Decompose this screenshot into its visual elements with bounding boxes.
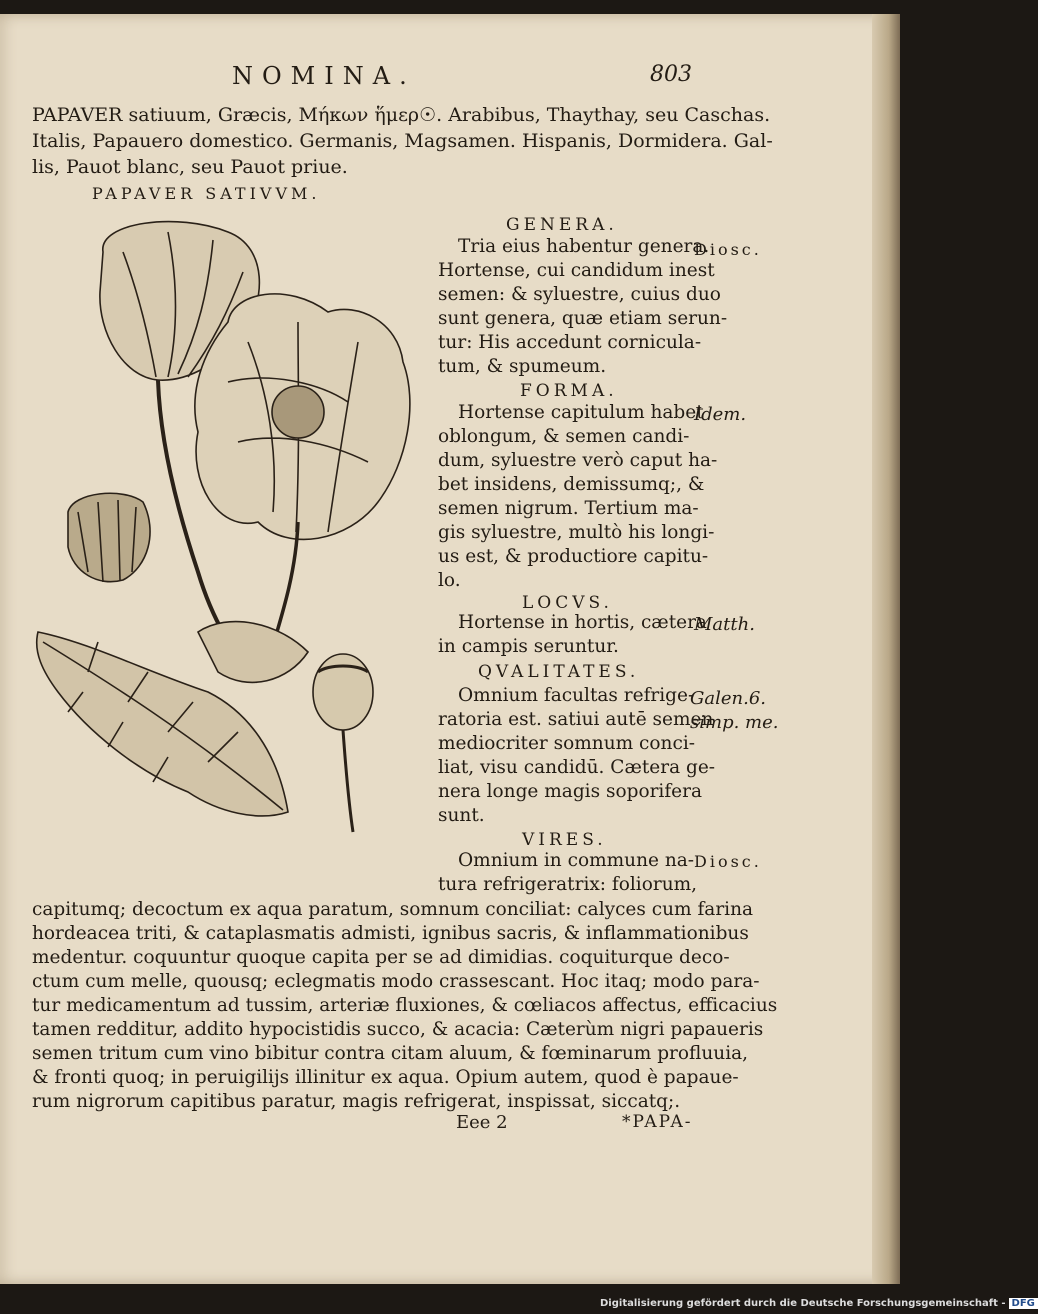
forma-line-4: bet insidens, demissumq;, & (438, 474, 705, 495)
margin-locus: Matth. (694, 614, 755, 635)
locus-line-1: Hortense in hortis, cætera (458, 612, 707, 633)
margin-forma: Idem. (694, 404, 747, 425)
genera-line-6: tum, & spumeum. (438, 356, 607, 377)
qualitates-line-3: mediocriter somnum conci- (438, 733, 695, 754)
nomina-line-3: lis, Pauot blanc, seu Pauot priue. (32, 156, 348, 178)
forma-line-8: lo. (438, 570, 461, 591)
vires-full-line-5: tur medicamentum ad tussim, arteriæ fluxiones, & cœliacos affectus, efficacius (32, 995, 778, 1016)
heading-locus: LOCVS. (522, 593, 613, 613)
heading-vires: VIRES. (522, 830, 607, 850)
margin-vires: Diosc. (694, 852, 762, 871)
genera-line-3: semen: & syluestre, cuius duo (438, 284, 721, 305)
page-edge (872, 14, 900, 1284)
forma-line-1: Hortense capitulum habet (458, 402, 704, 423)
margin-qualitates-2: simp. me. (690, 712, 779, 733)
vires-full-line-4: ctum cum melle, quousq; eclegmatis modo crassescant. Hoc itaq; modo para- (32, 971, 760, 992)
signature-mark: Eee 2 (456, 1112, 508, 1133)
forma-line-5: semen nigrum. Tertium ma- (438, 498, 699, 519)
margin-qualitates-1: Galen.6. (690, 688, 767, 709)
genera-line-4: sunt genera, quæ etiam serun- (438, 308, 728, 329)
genera-line-5: tur: His accedunt cornicula- (438, 332, 702, 353)
poppy-woodcut-illustration (28, 212, 428, 852)
genera-line-1: Tria eius habentur genera. (458, 236, 710, 257)
footer-text: Digitalisierung gefördert durch die Deutsche Forschungsgemeinschaft - (600, 1298, 1006, 1309)
qualitates-line-4: liat, visu candidū. Cætera ge- (438, 757, 716, 778)
locus-line-2: in campis seruntur. (438, 636, 619, 657)
vires-full-line-9: rum nigrorum capitibus paratur, magis refrigerat, inspissat, siccatq;. (32, 1091, 681, 1112)
margin-genera: Diosc. (694, 240, 762, 259)
digitization-footer (600, 1298, 1038, 1309)
nomina-line-1: PAPAVER satiuum, Græcis, Μήκων ἥμερ☉. Arabibus, Thaythay, seu Caschas. (32, 104, 771, 126)
forma-line-6: gis syluestre, multò his longi- (438, 522, 715, 543)
forma-line-2: oblongum, & semen candi- (438, 426, 690, 447)
qualitates-line-1: Omnium facultas refrige- (458, 685, 695, 706)
forma-line-7: us est, & productiore capitu- (438, 546, 709, 567)
vires-full-line-7: semen tritum cum vino bibitur contra citam aluum, & fœminarum profluuia, (32, 1043, 749, 1064)
qualitates-line-6: sunt. (438, 805, 485, 826)
vires-full-line-1: capitumq; decoctum ex aqua paratum, somnum conciliat: calyces cum farina (32, 899, 754, 920)
heading-qualitates: QVALITATES. (478, 662, 640, 682)
plate-title: PAPAVER SATIVVM. (92, 184, 321, 203)
vires-full-line-2: hordeacea triti, & cataplasmatis admisti, ignibus sacris, & inflammationibus (32, 923, 749, 944)
running-head: NOMINA. (232, 62, 416, 90)
forma-line-3: dum, syluestre verò caput ha- (438, 450, 718, 471)
vires-full-line-3: medentur. coquuntur quoque capita per se ad dimidias. coquiturque deco- (32, 947, 730, 968)
vires-col-line-2: tura refrigeratrix: foliorum, (438, 874, 698, 895)
catchword: *PAPA- (622, 1112, 693, 1132)
page-number: 803 (650, 62, 692, 87)
poppy-seed-head (68, 493, 150, 581)
heading-forma: FORMA. (520, 381, 618, 401)
heading-genera: GENERA. (506, 215, 618, 235)
nomina-line-2: Italis, Papauero domestico. Germanis, Magsamen. Hispanis, Dormidera. Gal- (32, 130, 773, 152)
qualitates-line-5: nera longe magis soporifera (438, 781, 703, 802)
genera-line-2: Hortense, cui candidum inest (438, 260, 715, 281)
dfg-logo: DFG (1009, 1298, 1038, 1309)
vires-full-line-8: & fronti quoq; in peruigilijs illinitur ex aqua. Opium autem, quod è papaue- (32, 1067, 739, 1088)
vires-full-line-6: tamen redditur, addito hypocistidis succo, & acacia: Cæterùm nigri papaueris (32, 1019, 764, 1040)
vires-col-line-1: Omnium in commune na- (458, 850, 695, 871)
qualitates-line-2: ratoria est. satiui autē semen (438, 709, 714, 730)
